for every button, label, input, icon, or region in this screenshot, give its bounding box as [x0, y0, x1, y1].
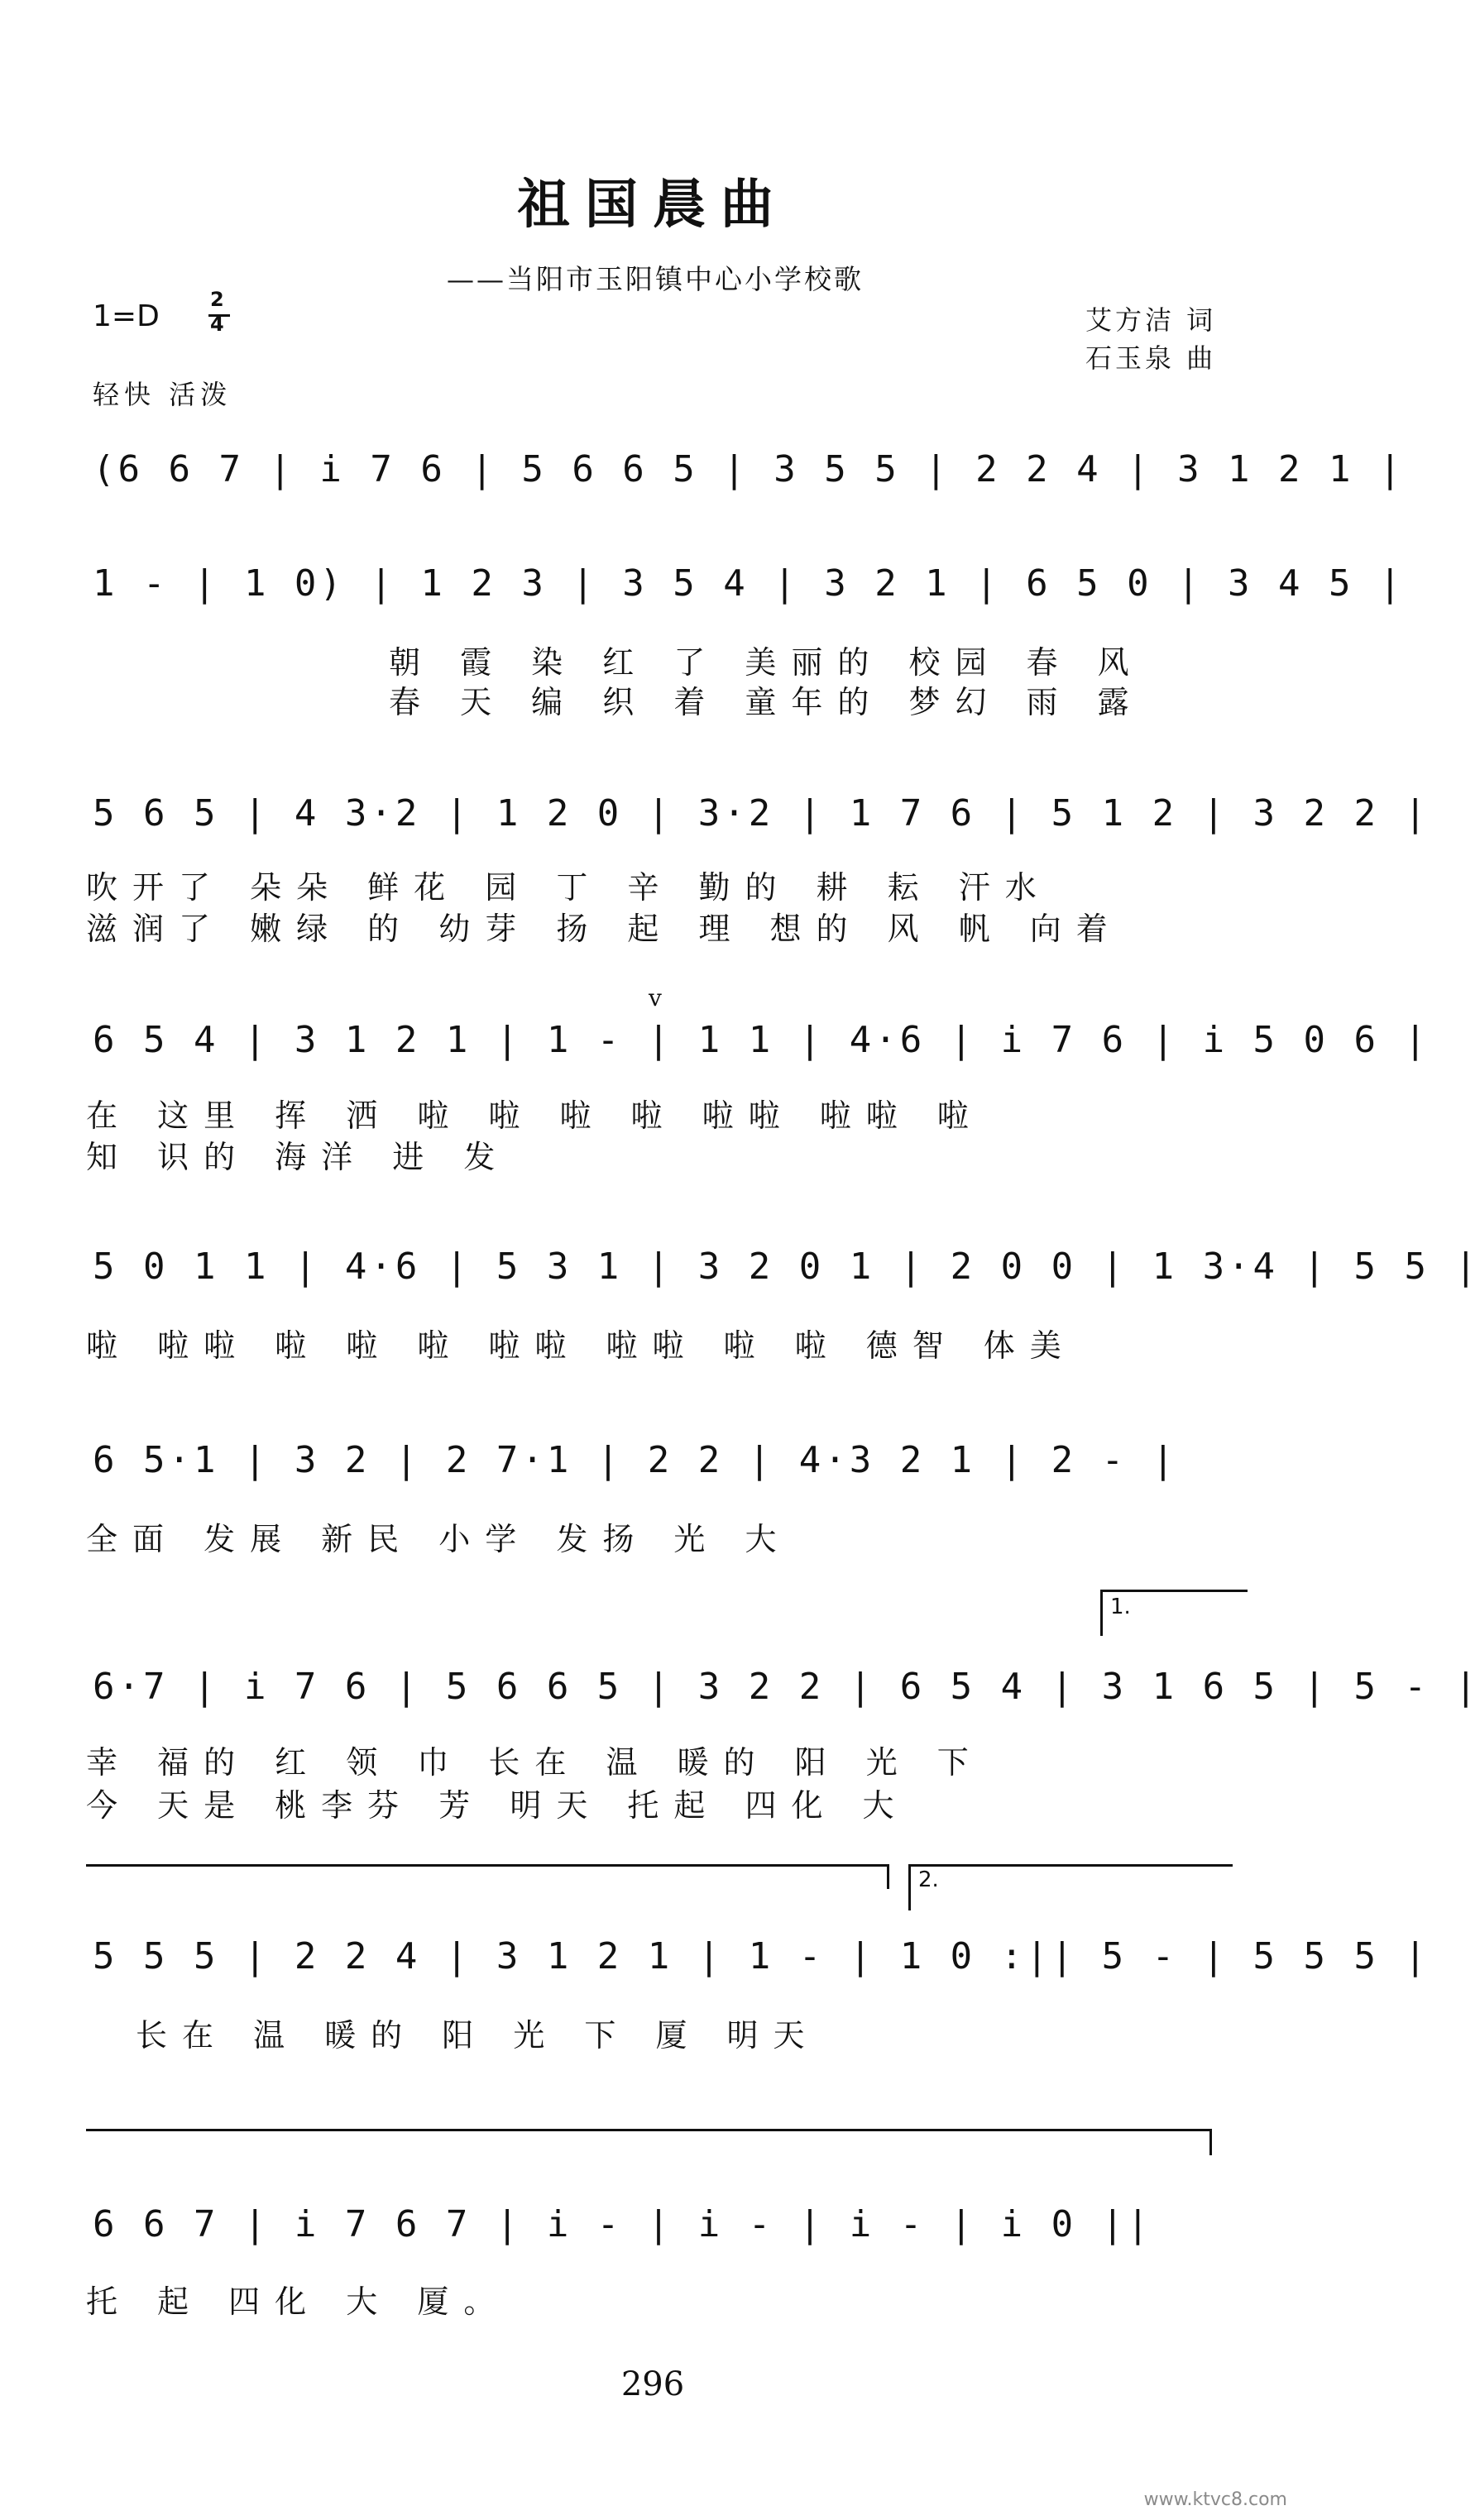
meter-bottom: 4: [210, 313, 224, 336]
breath-mark: v: [649, 984, 662, 1011]
score-line-3: 5 6 5 | 4 3·2 | 1 2 0 | 3·2 | 1 7 6 | 5 1 2 | 3 2 2 |: [93, 792, 1430, 834]
score-line-9: 6 6 7 | i 7 6 7 | i - | i - | i - | i 0 ||: [93, 2203, 1152, 2245]
volta-2-bracket-side: [908, 1864, 911, 1910]
lyric-line-12: 托 起 四化 大 厦。: [86, 2283, 510, 2320]
volta-1-bracket-top: [1100, 1590, 1248, 1592]
score-line-1: (6 6 7 | i 7 6 | 5 6 6 5 | 3 5 5 | 2 2 4 | 3 1 2 1 |: [93, 448, 1405, 490]
time-signature: [205, 288, 238, 337]
lyric-line-7: 啦 啦啦 啦 啦 啦 啦啦 啦啦 啦 啦 德智 体美: [86, 1327, 1076, 1364]
volta-1-label: 1.: [1110, 1595, 1131, 1619]
lyric-line-4: 滋润了 嫩绿 的 幼芽 扬 起 理 想的 风 帆 向着: [86, 911, 1123, 947]
key-signature: 1=D: [93, 299, 160, 333]
composer: 石玉泉 曲: [1085, 342, 1217, 374]
lyric-line-11: 长在 温 暖的 阳 光 下 厦 明天: [136, 2017, 820, 2054]
tempo-marking: 轻快 活泼: [93, 379, 232, 410]
volta-1-end-side: [887, 1864, 889, 1889]
score-line-2: 1 - | 1 0) | 1 2 3 | 3 5 4 | 3 2 1 | 6 5 0 | 3 4 5 |: [93, 562, 1405, 605]
score-line-7: 6·7 | i 7 6 | 5 6 6 5 | 3 2 2 | 6 5 4 | 3 1 6 5 | 5 - |: [93, 1666, 1480, 1708]
page-number: 296: [620, 2365, 685, 2403]
lyric-line-2: 春 天 编 织 着 童年的 梦幻 雨 露: [389, 684, 1144, 720]
lyric-line-5: 在 这里 挥 洒 啦 啦 啦 啦 啦啦 啦啦 啦: [86, 1097, 984, 1134]
lyric-line-1: 朝 霞 染 红 了 美丽的 校园 春 风: [389, 644, 1144, 681]
volta-1-bracket-side: [1100, 1590, 1103, 1636]
meter-top: 2: [210, 288, 224, 311]
watermark: www.ktvc8.com: [1143, 2489, 1287, 2510]
score-line-5: 5 0 1 1 | 4·6 | 5 3 1 | 3 2 0 1 | 2 0 0 | 1 3·4 | 5 5 |: [93, 1246, 1480, 1288]
score-line-6: 6 5·1 | 3 2 | 2 7·1 | 2 2 | 4·3 2 1 | 2 - |: [93, 1439, 1178, 1481]
volta-1-continuation-line: [86, 1864, 888, 1867]
score-line-8: 5 5 5 | 2 2 4 | 3 1 2 1 | 1 - | 1 0 :|| 5 - | 5 5 5 |: [93, 1935, 1430, 1977]
lyric-line-3: 吹开了 朵朵 鲜花 园 丁 辛 勤的 耕 耘 汗水: [86, 869, 1051, 906]
lyric-line-10: 今 天是 桃李芬 芳 明天 托起 四化 大: [86, 1787, 909, 1824]
volta-2-label: 2.: [918, 1867, 939, 1892]
song-subtitle: ——当阳市玉阳镇中心小学校歌: [447, 263, 864, 295]
volta-2-bracket-top: [908, 1864, 1233, 1867]
score-line-4: 6 5 4 | 3 1 2 1 | 1 - | 1 1 | 4·6 | i 7 6 | i 5 0 6 |: [93, 1019, 1430, 1061]
volta-2-end-side: [1209, 2129, 1212, 2155]
lyric-line-8: 全面 发展 新民 小学 发扬 光 大: [86, 1521, 792, 1557]
lyricist: 艾方洁 词: [1085, 304, 1217, 336]
volta-2-continuation-line: [86, 2129, 1211, 2131]
lyric-line-6: 知 识的 海洋 进 发: [86, 1139, 510, 1175]
song-title: 祖国晨曲: [517, 174, 788, 236]
lyric-line-9: 幸 福的 红 领 巾 长在 温 暖的 阳 光 下: [86, 1744, 984, 1781]
